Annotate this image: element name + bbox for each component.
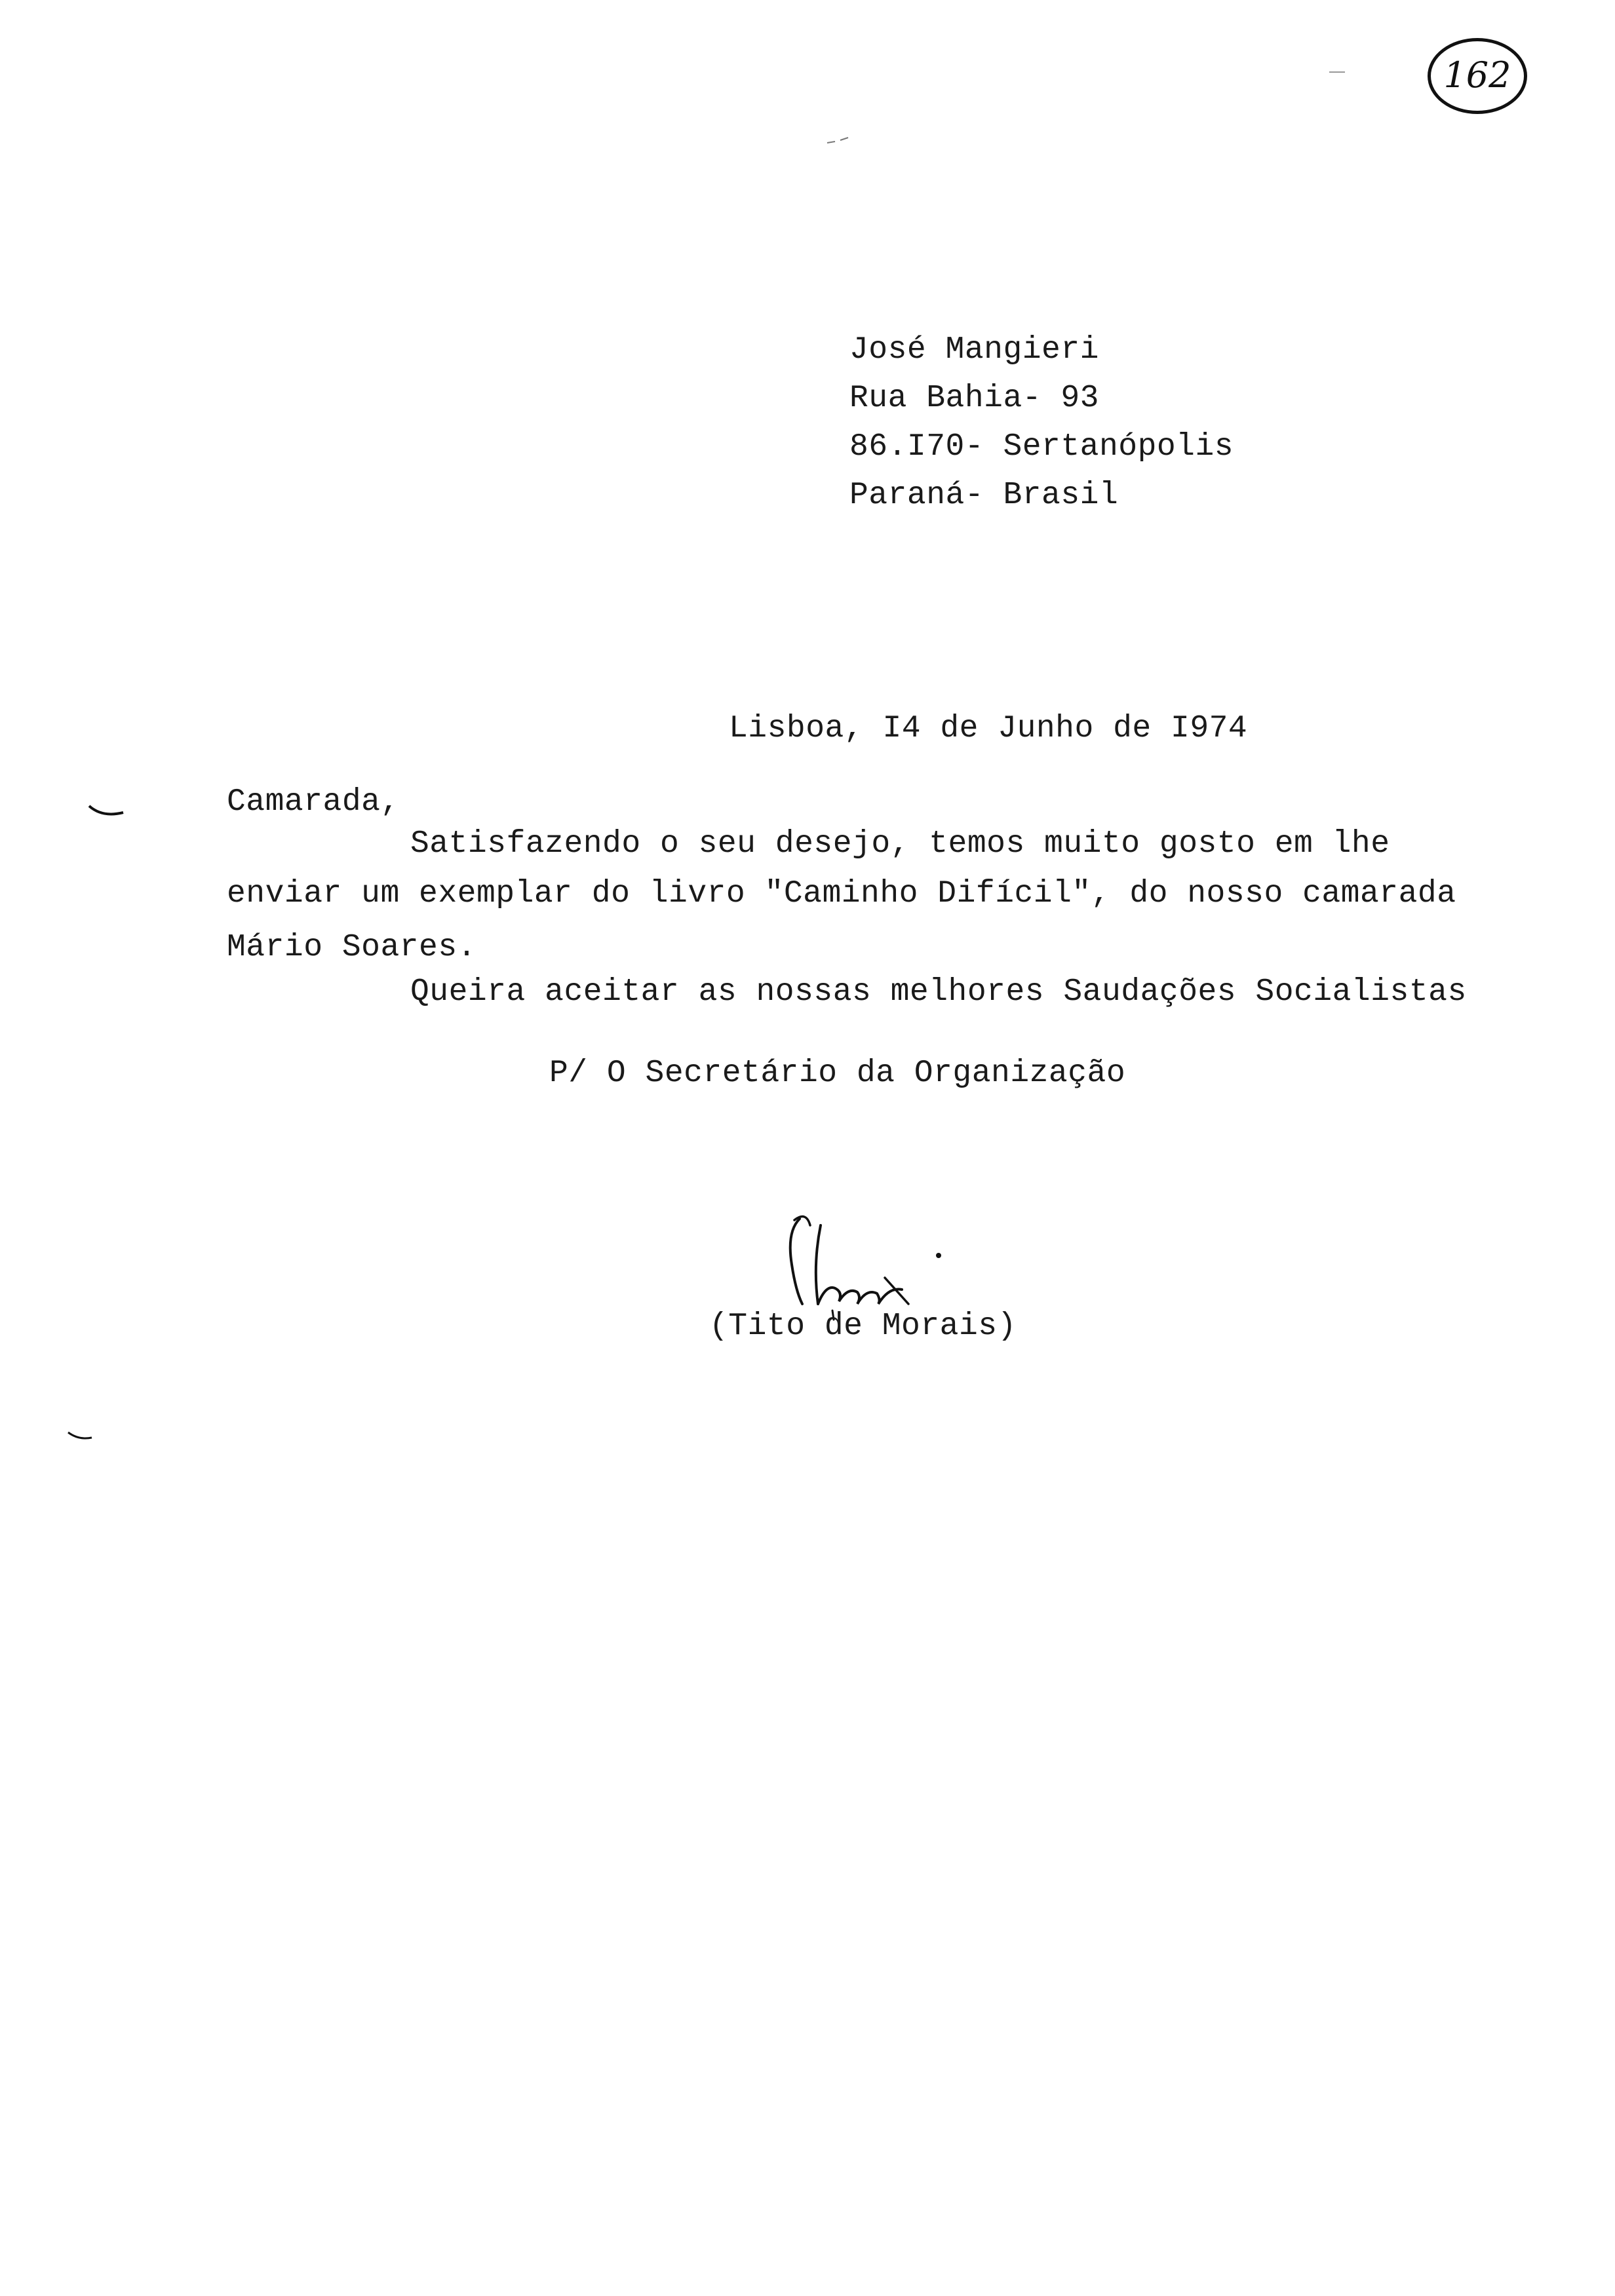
margin-mark-lower (66, 1430, 94, 1443)
margin-mark-upper (87, 803, 126, 820)
dash-mark-right (1328, 69, 1348, 75)
body-line-2: enviar um exemplar do livro "Caminho Difícil", do nosso camarada (227, 876, 1456, 911)
recipient-region-country: Paraná- Brasil (849, 478, 1119, 513)
body-line-3: Mário Soares. (227, 930, 477, 965)
recipient-name: José Mangieri (849, 332, 1099, 368)
recipient-postal-city: 86.I70- Sertanópolis (849, 429, 1234, 465)
body-line-4: Queira aceitar as nossas melhores Saudações Socialistas (410, 974, 1467, 1010)
page-number: 162 (1443, 54, 1511, 96)
dateline: Lisboa, I4 de Junho de I974 (729, 711, 1248, 746)
page-number-stamp (1428, 38, 1527, 114)
recipient-street: Rua Bahia- 93 (849, 381, 1099, 416)
body-line-1: Satisfazendo o seu desejo, temos muito gosto em lhe (410, 826, 1390, 862)
salutation: Camarada, (227, 784, 400, 820)
scan-mark-top (826, 134, 852, 147)
signatory-name: (Tito de Morais) (709, 1309, 1017, 1344)
closing-title: P/ O Secretário da Organização (549, 1056, 1126, 1091)
